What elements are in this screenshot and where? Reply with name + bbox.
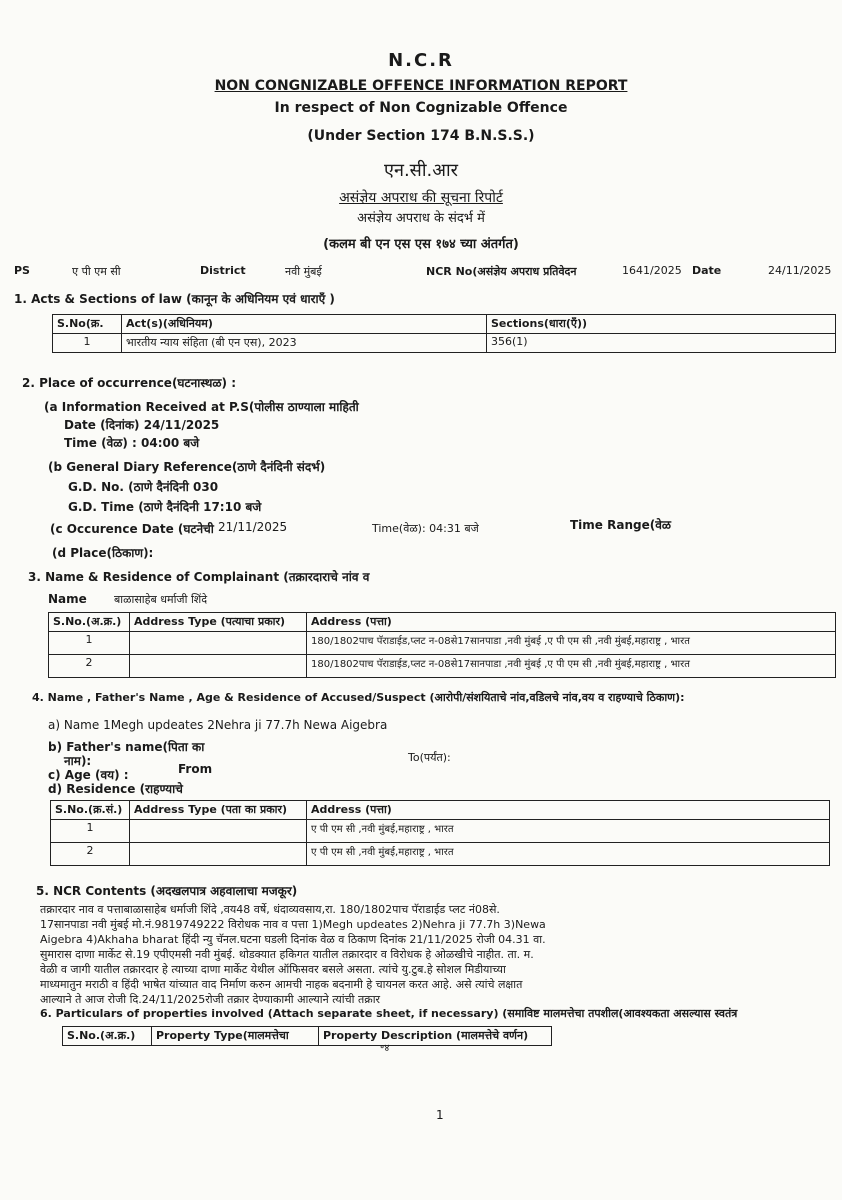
table-row bbox=[51, 820, 830, 843]
occurrence-date-label: (c Occurence Date (घटनेची bbox=[50, 522, 214, 536]
info-received-date: Date (दिनांक) 24/11/2025 bbox=[64, 418, 220, 432]
complainant-name-label: Name bbox=[48, 592, 87, 606]
property-table-header bbox=[63, 1027, 552, 1046]
gd-reference-label: (b General Diary Reference(ठाणे दैनंदिनी संदर्भ) bbox=[48, 460, 326, 474]
gd-time: G.D. Time (ठाणे दैनंदिनी 17:10 बजे bbox=[68, 500, 262, 514]
district-label: District bbox=[200, 264, 246, 277]
property-table bbox=[62, 1026, 552, 1046]
time-range-label: Time Range(वेळ bbox=[570, 518, 672, 532]
acts-col-sections: Sections(धारा(एँ)) bbox=[487, 315, 836, 334]
info-received-time: Time (वेळ) : 04:00 बजे bbox=[64, 436, 200, 450]
stray-mark: ॰४ bbox=[380, 1043, 390, 1054]
accused-table-header bbox=[51, 801, 830, 820]
hindi-line-section: (कलम बी एन एस एस १७४ च्या अंतर्गत) bbox=[323, 237, 519, 252]
accused-col-type: Address Type (पता का प्रकार) bbox=[130, 801, 307, 820]
report-title: N.C.R bbox=[388, 50, 454, 71]
property-col-sno: S.No.(अ.क्र.) bbox=[63, 1027, 152, 1046]
accused-cell-address: ए पी एम सी ,नवी मुंबई,महाराष्ट्र , भारत bbox=[307, 843, 830, 866]
accused-cell-sno: 2 bbox=[51, 843, 130, 866]
section4-heading: 4. Name , Father's Name , Age & Residence of Accused/Suspect (आरोपी/संशयिताचे नांव,वडिलचे नांव,वय व राहण्याचे ठिकाण): bbox=[32, 691, 685, 704]
ncr-contents-line: तक्रारदार नाव व पत्ताबाळासाहेब धर्माजी शिंदे ,वय48 वर्षे, धंदाव्यवसाय,रा. 180/1802पाच पॅराडाईड प्लट नं08से. bbox=[40, 903, 500, 916]
ncr-contents-line: 17सानपाडा नवी मुंबई मो.नं.9819749222 विरोधक नाव व पत्ता 1)Megh updeates 2)Nehra ji 77.7h 3)Newa bbox=[40, 918, 546, 931]
acts-cell-sections: 356(1) bbox=[487, 334, 836, 353]
report-line-section: (Under Section 174 B.N.S.S.) bbox=[307, 128, 535, 144]
complainant-name-value: बाळासाहेब धर्माजी शिंदे bbox=[114, 593, 208, 606]
ps-value: ए पी एम सी bbox=[72, 265, 121, 278]
age-label: c) Age (वय) : bbox=[48, 768, 129, 782]
complainant-cell-address: 180/1802पाच पॅराडाईड,प्लट न-08से17सानपाडा ,नवी मुंबई ,ए पी एम सी ,नवी मुंबई,महाराष्ट्र , भारत bbox=[307, 632, 836, 655]
complainant-col-type: Address Type (पत्याचा प्रकार) bbox=[130, 613, 307, 632]
ncr-contents-line: माध्यमातुन मराठी व हिंदी भाषेत यांच्यात वाद निर्माण करुन आमची नाहक बदनामी हे चायनल करत आहे. असे त्यांचे लक्षात bbox=[40, 978, 523, 991]
section1-heading: 1. Acts & Sections of law (कानून के अधिनियम एवं धाराएँ ) bbox=[14, 292, 335, 306]
accused-col-address: Address (पत्ता) bbox=[307, 801, 830, 820]
accused-address-table bbox=[50, 800, 830, 866]
info-received-label: (a Information Received at P.S(पोलीस ठाण्याला माहिती bbox=[44, 400, 359, 414]
report-line-respect: In respect of Non Cognizable Offence bbox=[274, 100, 568, 116]
ncr-no-value: 1641/2025 bbox=[622, 264, 682, 277]
table-row bbox=[49, 632, 836, 655]
report-subtitle: NON CONGNIZABLE OFFENCE INFORMATION REPORT bbox=[214, 78, 628, 94]
property-col-description: Property Description (मालमत्तेचे वर्णन) bbox=[319, 1027, 552, 1046]
section2-heading: 2. Place of occurrence(घटनास्थळ) : bbox=[22, 376, 237, 390]
acts-table-header bbox=[53, 315, 836, 334]
complainant-cell-sno: 1 bbox=[49, 632, 130, 655]
age-from-label: From bbox=[178, 762, 213, 776]
acts-cell-act: भारतीय न्याय संहिता (बी एन एस), 2023 bbox=[122, 334, 487, 353]
table-row bbox=[51, 843, 830, 866]
section5-heading: 5. NCR Contents (अदखलपात्र अहवालाचा मजकूर) bbox=[36, 884, 298, 898]
complainant-table-header bbox=[49, 613, 836, 632]
hindi-line-context: असंज्ञेय अपराध के संदर्भ में bbox=[357, 211, 485, 226]
complainant-cell-type bbox=[130, 632, 307, 655]
ncr-contents-line: Aigebra 4)Akhaha bharat हिंदी न्यु चॅनल.घटना घडली दिनांक वेळ व ठिकाण दिनांक 21/11/2025 रोजी 04.31 वा. bbox=[40, 933, 546, 946]
hindi-subtitle: असंज्ञेय अपराध की सूचना रिपोर्ट bbox=[339, 190, 503, 206]
ps-label: PS bbox=[14, 264, 30, 277]
gd-number: G.D. No. (ठाणे दैनंदिनी 030 bbox=[68, 480, 219, 494]
acts-col-sno: S.No(क्र. bbox=[53, 315, 122, 334]
accused-col-sno: S.No.(क्र.सं.) bbox=[51, 801, 130, 820]
residence-label: d) Residence (राहण्याचे bbox=[48, 782, 183, 796]
father-name-label: b) Father's name(पिता का bbox=[48, 740, 205, 754]
occurrence-time: Time(वेळ): 04:31 बजे bbox=[372, 522, 479, 535]
occurrence-date-value: 21/11/2025 bbox=[218, 520, 288, 534]
acts-col-act: Act(s)(अधिनियम) bbox=[122, 315, 487, 334]
date-label: Date bbox=[692, 264, 722, 277]
ncr-no-label: NCR No(असंज्ञेय अपराध प्रतिवेदन bbox=[426, 265, 577, 278]
accused-name: a) Name 1Megh updeates 2Nehra ji 77.7h Newa Aigebra bbox=[48, 718, 388, 732]
property-col-type: Property Type(मालमत्तेचा bbox=[152, 1027, 319, 1046]
ncr-contents-line: सुमारास दाणा मार्केट से.19 एपीएमसी नवी मुंबई. थोडक्यात हकिगत यातील तक्रारदार व विरोधक हे ओळखीचे नाहीत. ता. म. bbox=[40, 948, 534, 961]
section3-heading: 3. Name & Residence of Complainant (तक्रारदाराचे नांव व bbox=[28, 570, 370, 584]
date-value: 24/11/2025 bbox=[768, 264, 832, 277]
table-row bbox=[53, 334, 836, 353]
acts-cell-sno: 1 bbox=[53, 334, 122, 353]
complainant-cell-sno: 2 bbox=[49, 655, 130, 678]
complainant-address-table bbox=[48, 612, 836, 678]
complainant-cell-address: 180/1802पाच पॅराडाईड,प्लट न-08से17सानपाडा ,नवी मुंबई ,ए पी एम सी ,नवी मुंबई,महाराष्ट्र , भारत bbox=[307, 655, 836, 678]
section6-heading: 6. Particulars of properties involved (Attach separate sheet, if necessary) (समाविष्ट मालमत्तेचा तपशील(आवश्यकता असल्यास स्वतंत्र bbox=[40, 1007, 738, 1020]
complainant-col-address: Address (पत्ता) bbox=[307, 613, 836, 632]
accused-cell-address: ए पी एम सी ,नवी मुंबई,महाराष्ट्र , भारत bbox=[307, 820, 830, 843]
complainant-col-sno: S.No.(अ.क्र.) bbox=[49, 613, 130, 632]
table-row bbox=[49, 655, 836, 678]
district-value: नवी मुंबई bbox=[285, 265, 322, 278]
hindi-title: एन.सी.आर bbox=[384, 160, 458, 181]
accused-cell-sno: 1 bbox=[51, 820, 130, 843]
father-name-label-cont: नाम): bbox=[64, 754, 92, 768]
accused-cell-type bbox=[130, 843, 307, 866]
ncr-contents-body bbox=[40, 902, 800, 1007]
accused-cell-type bbox=[130, 820, 307, 843]
acts-table bbox=[52, 314, 836, 353]
ncr-contents-line: आल्याने ते आज रोजी दि.24/11/2025रोजी तक्रार देण्याकामी आल्याने त्यांची तक्रार bbox=[40, 993, 381, 1006]
complainant-cell-type bbox=[130, 655, 307, 678]
place-label: (d Place(ठिकाण): bbox=[52, 546, 154, 560]
age-to-label: To(पर्यंत): bbox=[408, 751, 451, 764]
ncr-contents-line: वेळी व जागी यातील तक्रारदार हे त्याच्या दाणा मार्केट येथील ऑफिसवर बसले असता. त्यांचे यु.टुब.हे सोशल मिडीयाच्या bbox=[40, 963, 506, 976]
page-number: 1 bbox=[436, 1108, 444, 1122]
